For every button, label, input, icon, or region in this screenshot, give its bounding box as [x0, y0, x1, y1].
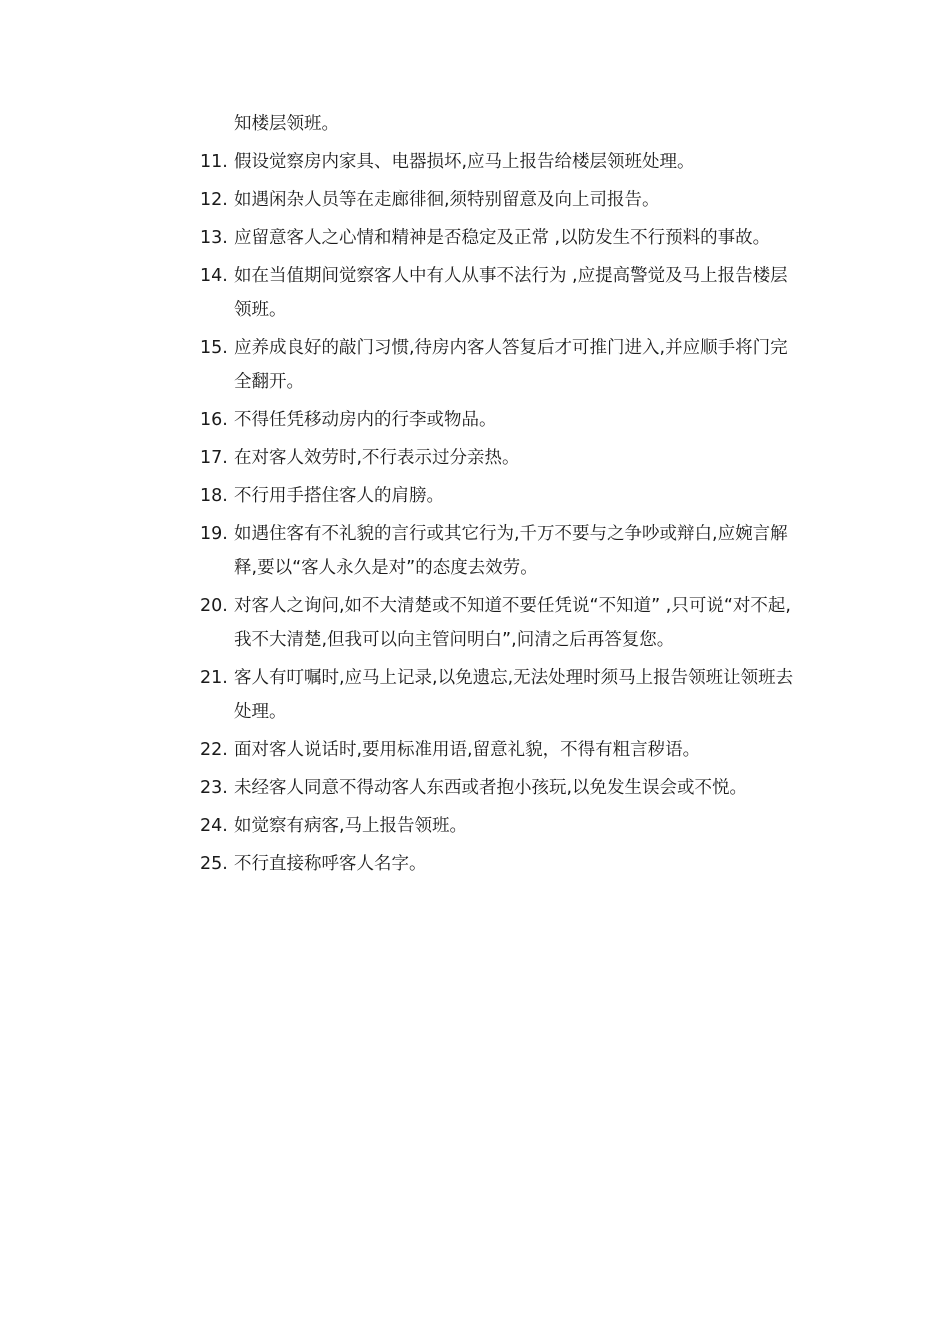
- item-number: 14.: [200, 266, 228, 286]
- item-number: 23.: [200, 778, 228, 798]
- list-item: [200, 221, 800, 255]
- item-text: 在对客人效劳时,不行表示过分亲热。: [234, 448, 520, 468]
- item-number: 21.: [200, 668, 228, 688]
- item-text: 如遇住客有不礼貌的言行或其它行为,千万不要与之争吵或辩白,应婉言解释,要以“客人永久是对”的态度去效劳。: [234, 524, 788, 578]
- item-number: 15.: [200, 338, 228, 358]
- list-item: [200, 771, 800, 805]
- continued-text: 知楼层领班。: [234, 114, 339, 134]
- item-text: 对客人之询问,如不大清楚或不知道不要任凭说“不知道” ,只可说“对不起,我不大清楚,但我可以向主管问明白”,问清之后再答复您。: [234, 596, 791, 650]
- numbered-list: [200, 107, 800, 881]
- item-number: 11.: [200, 152, 228, 172]
- item-text: 不行直接称呼客人名字。: [234, 854, 427, 874]
- list-item: [200, 589, 800, 657]
- list-item: [200, 733, 800, 767]
- list-item: [200, 331, 800, 399]
- item-text: 应留意客人之心情和精神是否稳定及正常 ,以防发生不行预料的事故。: [234, 228, 771, 248]
- item-text: 假设觉察房内家具、电器损坏,应马上报告给楼层领班处理。: [234, 152, 695, 172]
- item-text: 不得任凭移动房内的行李或物品。: [234, 410, 497, 430]
- item-text: 如在当值期间觉察客人中有人从事不法行为 ,应提高警觉及马上报告楼层领班。: [234, 266, 788, 320]
- list-item: [200, 145, 800, 179]
- item-number: 16.: [200, 410, 228, 430]
- item-number: 17.: [200, 448, 228, 468]
- list-item: [200, 809, 800, 843]
- item-number: 25.: [200, 854, 228, 874]
- item-number: 20.: [200, 596, 228, 616]
- list-item: [200, 479, 800, 513]
- item-text: 不行用手搭住客人的肩膀。: [234, 486, 444, 506]
- list-item: [200, 259, 800, 327]
- item-text: 如觉察有病客,马上报告领班。: [234, 816, 468, 836]
- item-number: 19.: [200, 524, 228, 544]
- item-number: 18.: [200, 486, 228, 506]
- list-item: [200, 441, 800, 475]
- list-item: [200, 403, 800, 437]
- item-text: 客人有叮嘱时,应马上记录,以免遗忘,无法处理时须马上报告领班让领班去处理。: [234, 668, 794, 722]
- item-number: 22.: [200, 740, 228, 760]
- item-text: 面对客人说话时,要用标准用语,留意礼貌，不得有粗言秽语。: [234, 740, 701, 760]
- item-number: 24.: [200, 816, 228, 836]
- item-number: 12.: [200, 190, 228, 210]
- item-text: 如遇闲杂人员等在走廊徘徊,须特别留意及向上司报告。: [234, 190, 660, 210]
- item-text: 未经客人同意不得动客人东西或者抱小孩玩,以免发生误会或不悦。: [234, 778, 748, 798]
- list-item: [200, 847, 800, 881]
- list-item: [200, 661, 800, 729]
- item-number: 13.: [200, 228, 228, 248]
- item-text: 应养成良好的敲门习惯,待房内客人答复后才可推门进入,并应顺手将门完全翻开。: [234, 338, 788, 392]
- list-item: [200, 183, 800, 217]
- list-item: [200, 517, 800, 585]
